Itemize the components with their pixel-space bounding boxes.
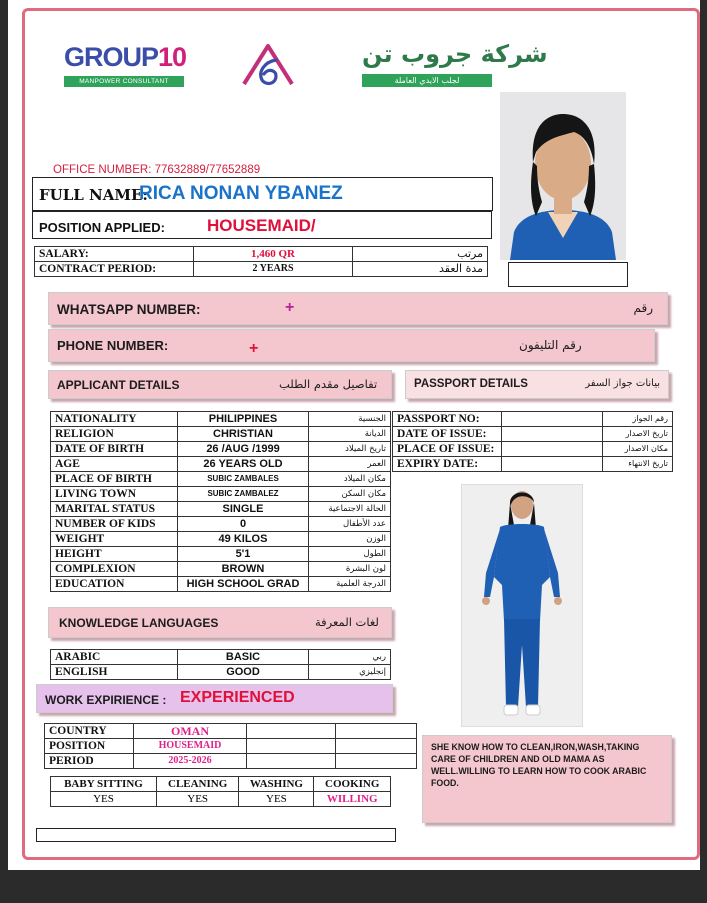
language-arabic: ربي — [309, 650, 391, 665]
details-value: 5'1 — [178, 547, 309, 562]
experience-row — [45, 754, 417, 769]
whatsapp-bar — [48, 292, 668, 325]
salary-value: 1,460 QR — [194, 247, 353, 262]
language-level: BASIC — [178, 650, 309, 665]
language-label: ENGLISH — [51, 665, 178, 680]
work-experience-value: EXPERIENCED — [180, 689, 295, 706]
salary-row — [35, 247, 488, 262]
details-label: RELIGION — [51, 427, 178, 442]
details-value: HIGH SCHOOL GRAD — [178, 577, 309, 592]
experience-table — [44, 723, 417, 769]
details-label: NUMBER OF KIDS — [51, 517, 178, 532]
position-applied-label: POSITION APPLIED: — [39, 220, 165, 235]
work-experience-label: WORK EXPIRIENCE : — [45, 693, 167, 707]
experience-empty-cell — [336, 754, 417, 769]
knowledge-languages-arabic: لغات المعرفة — [315, 615, 379, 629]
whatsapp-value: + — [285, 299, 295, 316]
skills-value-row — [51, 792, 391, 807]
language-row — [51, 650, 391, 665]
passport-row — [393, 442, 673, 457]
passport-label: PASSPORT NO: — [393, 412, 502, 427]
details-arabic: مكان الميلاد — [309, 472, 391, 487]
passport-details-arabic: بيانات جواز السفر — [585, 378, 660, 389]
details-value: CHRISTIAN — [178, 427, 309, 442]
skill-header: COOKING — [314, 777, 391, 792]
signature-box — [36, 828, 396, 842]
arabic-logo-tagline: لجلب الايدي العاملة — [362, 74, 492, 87]
whatsapp-label: WHATSAPP NUMBER: — [57, 302, 201, 317]
passport-value — [502, 412, 603, 427]
passport-label: EXPIRY DATE: — [393, 457, 502, 472]
contract-label: CONTRACT PERIOD: — [35, 262, 194, 277]
languages-table — [50, 649, 391, 680]
passport-arabic: تاريخ الانتهاء — [603, 457, 673, 472]
experience-row — [45, 724, 417, 739]
passport-row — [393, 427, 673, 442]
full-name-box — [32, 177, 493, 211]
contract-value: 2 YEARS — [194, 262, 353, 277]
experience-row — [45, 739, 417, 754]
details-row — [51, 502, 391, 517]
details-row — [51, 547, 391, 562]
skills-table — [50, 776, 391, 807]
experience-value: HOUSEMAID — [134, 739, 247, 754]
group10-logo: GROUP10 — [64, 42, 187, 72]
experience-empty-cell — [247, 739, 336, 754]
experience-empty-cell — [336, 739, 417, 754]
skill-value: WILLING — [314, 792, 391, 807]
passport-value — [502, 457, 603, 472]
details-label: HEIGHT — [51, 547, 178, 562]
details-row — [51, 577, 391, 592]
experience-label: COUNTRY — [45, 724, 134, 739]
applicant-details-table — [50, 411, 391, 592]
details-value: 26 YEARS OLD — [178, 457, 309, 472]
remarks-text: SHE KNOW HOW TO CLEAN,IRON,WASH,TAKING CARE OF CHILDREN AND OLD MAMA AS WELL.WILLING TO LEARN HOW TO COOK ARABIC FOOD. — [431, 742, 647, 788]
phone-bar — [48, 329, 655, 362]
details-value: SUBIC ZAMBALES — [178, 472, 309, 487]
passport-value — [502, 442, 603, 457]
skill-value: YES — [51, 792, 157, 807]
details-arabic: الوزن — [309, 532, 391, 547]
full-name-value: RICA NONAN YBANEZ — [139, 183, 343, 204]
details-arabic: الطول — [309, 547, 391, 562]
passport-details-bar — [405, 370, 669, 399]
passport-label: PLACE OF ISSUE: — [393, 442, 502, 457]
office-number: OFFICE NUMBER: 77632889/77652889 — [53, 164, 261, 176]
contract-arabic: مدة العقد — [353, 262, 488, 277]
details-value: PHILIPPINES — [178, 412, 309, 427]
details-label: PLACE OF BIRTH — [51, 472, 178, 487]
skill-value: YES — [156, 792, 238, 807]
details-label: EDUCATION — [51, 577, 178, 592]
details-row — [51, 412, 391, 427]
phone-arabic: رقم التليفون — [519, 338, 582, 352]
details-arabic: تاريخ الميلاد — [309, 442, 391, 457]
center-emblem-icon — [238, 38, 298, 90]
language-row — [51, 665, 391, 680]
skills-header-row — [51, 777, 391, 792]
details-row — [51, 487, 391, 502]
whatsapp-arabic: رقم — [633, 301, 653, 315]
cv-page — [8, 0, 700, 870]
passport-row — [393, 457, 673, 472]
details-row — [51, 517, 391, 532]
phone-label: PHONE NUMBER: — [57, 338, 169, 353]
experience-empty-cell — [247, 724, 336, 739]
position-applied-box — [32, 211, 492, 239]
details-value: 0 — [178, 517, 309, 532]
details-arabic: العمر — [309, 457, 391, 472]
passport-row — [393, 412, 673, 427]
details-value: BROWN — [178, 562, 309, 577]
knowledge-languages-label: KNOWLEDGE LANGUAGES — [59, 616, 219, 630]
experience-label: PERIOD — [45, 754, 134, 769]
full-name-label: FULL NAME: — [39, 186, 148, 204]
details-label: LIVING TOWN — [51, 487, 178, 502]
full-body-photo — [461, 484, 583, 727]
details-label: WEIGHT — [51, 532, 178, 547]
details-arabic: لون البشرة — [309, 562, 391, 577]
details-value: 49 KILOS — [178, 532, 309, 547]
salary-label: SALARY: — [35, 247, 194, 262]
details-arabic: الجنسية — [309, 412, 391, 427]
applicant-details-label: APPLICANT DETAILS — [57, 378, 180, 392]
experience-empty-cell — [247, 754, 336, 769]
salary-table — [34, 246, 488, 277]
passport-arabic: رقم الجواز — [603, 412, 673, 427]
experience-label: POSITION — [45, 739, 134, 754]
skill-header: WASHING — [239, 777, 314, 792]
details-row — [51, 562, 391, 577]
salary-arabic: مرتب — [353, 247, 488, 262]
skill-header: BABY SITTING — [51, 777, 157, 792]
details-value: 26 /AUG /1999 — [178, 442, 309, 457]
language-level: GOOD — [178, 665, 309, 680]
details-arabic: عدد الأطفال — [309, 517, 391, 532]
work-experience-bar — [36, 684, 393, 713]
arabic-logo-name: شركة جروب تن — [362, 40, 548, 68]
language-label: ARABIC — [51, 650, 178, 665]
contract-row — [35, 262, 488, 277]
passport-label: DATE OF ISSUE: — [393, 427, 502, 442]
applicant-details-bar — [48, 370, 392, 399]
logo-tagline: MANPOWER CONSULTANT — [64, 76, 184, 87]
details-label: COMPLEXION — [51, 562, 178, 577]
details-value: SUBIC ZAMBALEZ — [178, 487, 309, 502]
skill-value: YES — [239, 792, 314, 807]
details-row — [51, 427, 391, 442]
passport-details-label: PASSPORT DETAILS — [414, 378, 528, 390]
details-row — [51, 442, 391, 457]
details-arabic: مكان السكن — [309, 487, 391, 502]
photo-caption-box — [508, 262, 628, 287]
experience-empty-cell — [336, 724, 417, 739]
remarks-box — [422, 735, 672, 823]
details-arabic: الحالة الاجتماعية — [309, 502, 391, 517]
details-value: SINGLE — [178, 502, 309, 517]
details-row — [51, 532, 391, 547]
details-label: NATIONALITY — [51, 412, 178, 427]
experience-value: OMAN — [134, 724, 247, 739]
skill-header: CLEANING — [156, 777, 238, 792]
position-applied-value: HOUSEMAID/ — [207, 216, 316, 235]
phone-value: + — [249, 340, 259, 357]
applicant-details-arabic: تفاصيل مقدم الطلب — [279, 377, 378, 391]
details-label: DATE OF BIRTH — [51, 442, 178, 457]
headshot-photo — [500, 92, 626, 260]
experience-value: 2025-2026 — [134, 754, 247, 769]
details-label: MARITAL STATUS — [51, 502, 178, 517]
details-row — [51, 457, 391, 472]
knowledge-languages-bar — [48, 607, 392, 638]
passport-table — [392, 411, 673, 472]
details-row — [51, 472, 391, 487]
details-label: AGE — [51, 457, 178, 472]
passport-value — [502, 427, 603, 442]
details-arabic: الدرجة العلمية — [309, 577, 391, 592]
passport-arabic: مكان الاصدار — [603, 442, 673, 457]
details-arabic: الديانة — [309, 427, 391, 442]
language-arabic: إنجليزي — [309, 665, 391, 680]
passport-arabic: تاريخ الاصدار — [603, 427, 673, 442]
